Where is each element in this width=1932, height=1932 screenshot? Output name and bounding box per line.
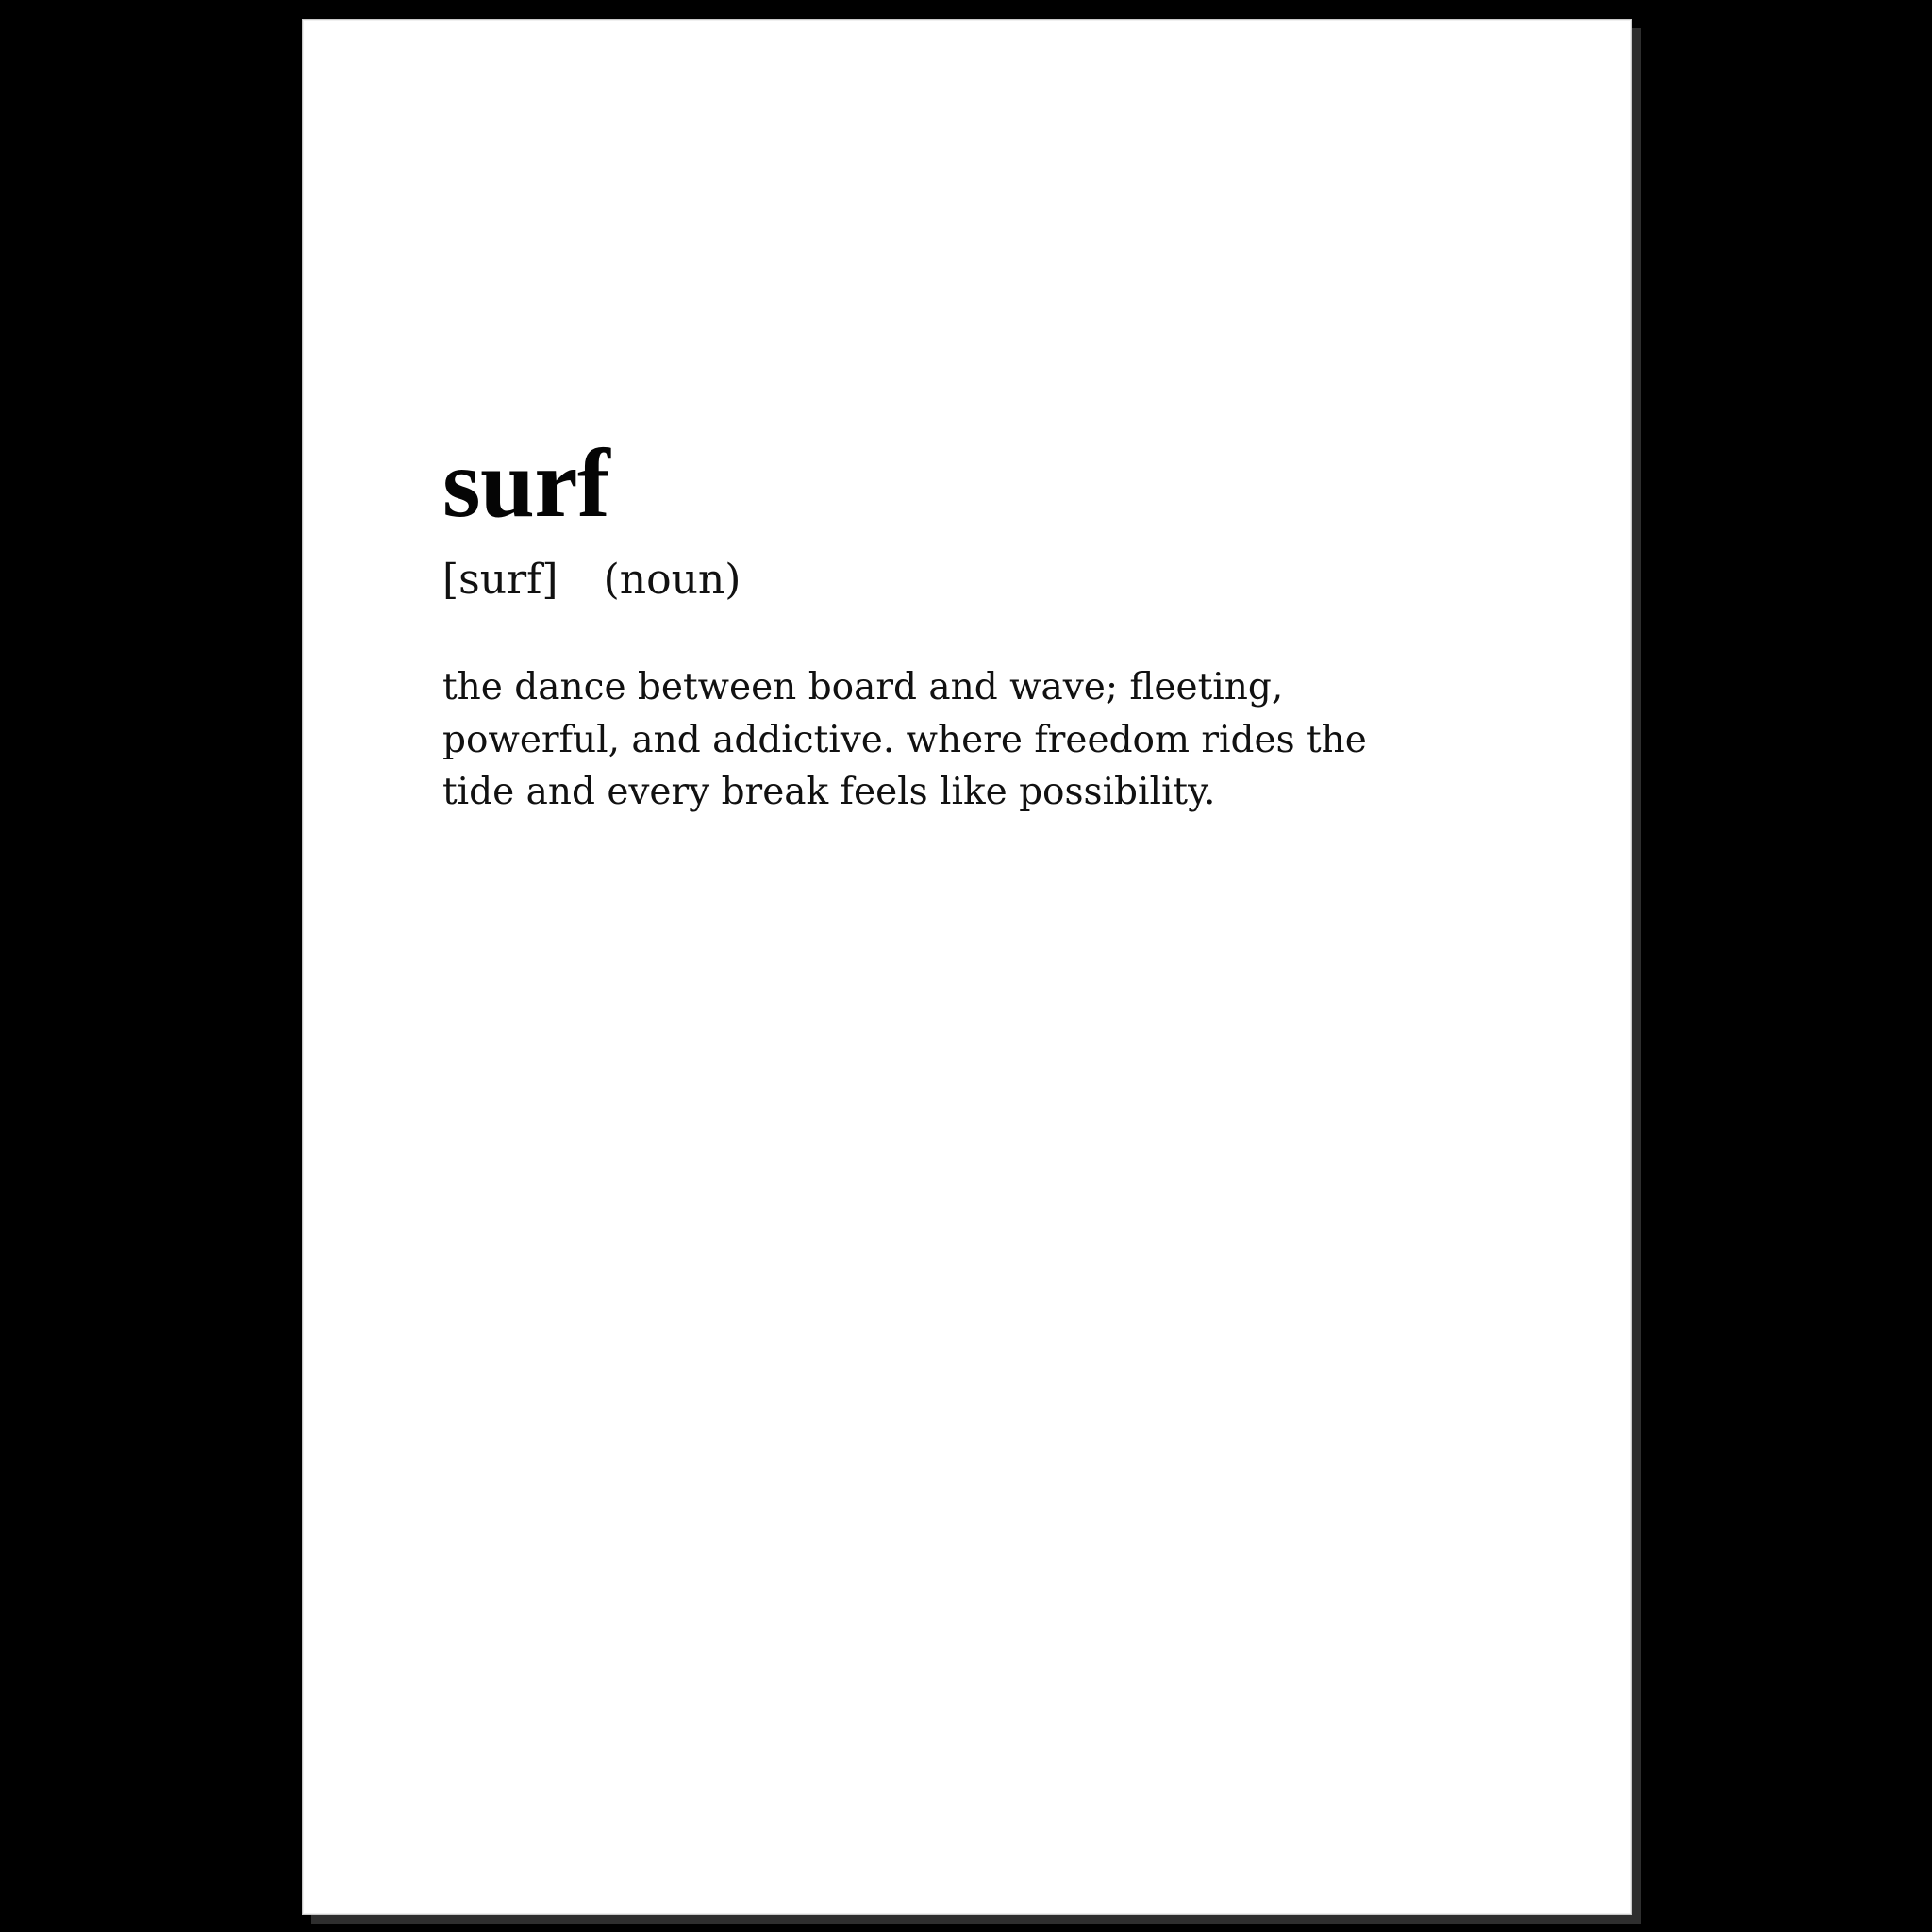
page-title: surf	[442, 429, 610, 538]
pronunciation-text: [surf]	[442, 556, 558, 604]
definition-poster	[302, 19, 1632, 1915]
part-of-speech-label: (noun)	[603, 556, 741, 604]
poster-content	[442, 429, 1442, 856]
pronunciation-row	[442, 558, 1442, 603]
definition-text: the dance between board and wave; fleeting, powerful, and addictive. where freedom rides the tide and every break feels like possibility.	[442, 666, 1367, 814]
